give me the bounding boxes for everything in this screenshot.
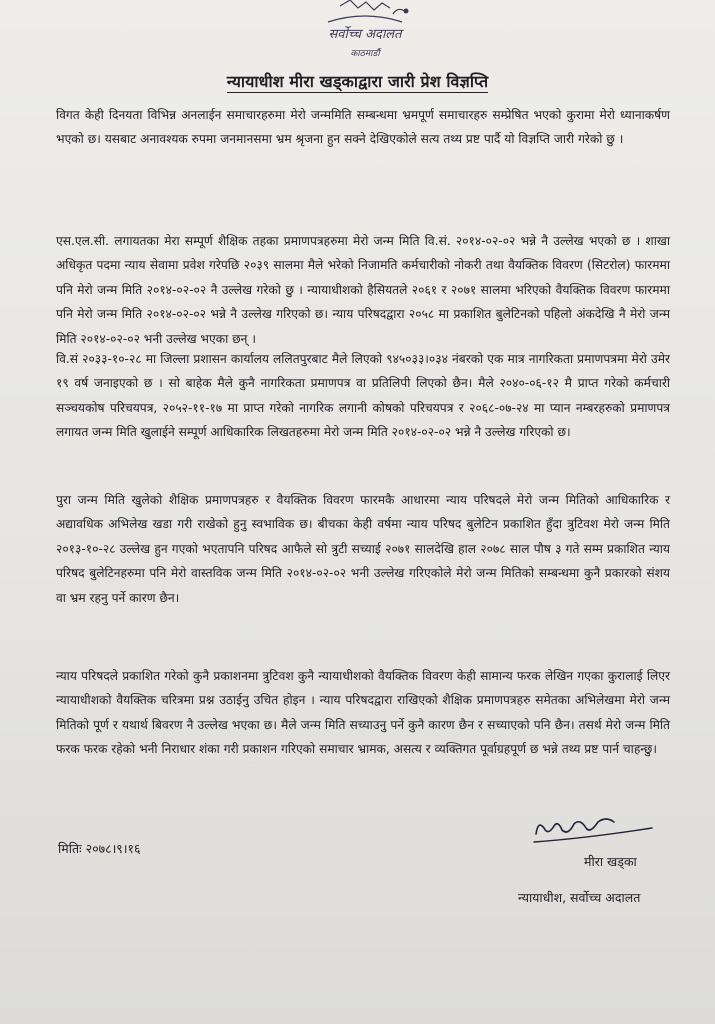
supreme-court-seal [270, 0, 460, 62]
signer-title: न्यायाधीश, सर्वोच्च अदालत [518, 890, 641, 905]
seal-emblem-icon [270, 0, 460, 62]
document-title-text: न्यायाधीश मीरा खड्काद्वारा जारी प्रेश विज्ञप्ति [226, 72, 489, 91]
date-line: मितिः २०७८।९।१६ [58, 841, 141, 856]
paragraph-2: एस.एल.सी. लगायतका मेरा सम्पूर्ण शैक्षिक तहका प्रमाणपत्रहरुमा मेरो जन्म मिति वि.सं. २०१४-०२-०२ भन्ने नै उल्लेख भएको छ । शाखा अधिकृत पदमा न्याय सेवामा प्रवेश गरेपछि २०३९ सालमा मैले भरेको निजामति कर्मचारीको नोकरी तथा वैयक्तिक विवरण (सिटरोल) फारममा पनि मेरो जन्म मिति २०१४-०२-०२ नै उल्लेख गरेको छु । न्यायाधीशको हैसियतले २०६१ र २०७१ सालमा भरिएको वैयक्तिक विवरण फारममा पनि मेरो जन्म मिति २०१४-०२-०२ भन्ने नै उल्लेख गरिएको छ। न्याय परिषदद्वारा २०५८ मा प्रकाशित बुलेटिनको पहिलो अंकदेखि नै मेरो जन्म मिति २०१४-०२-०२ भनी उल्लेख भएका छन् । [56, 234, 670, 346]
paragraph-1: विगत केही दिनयता विभिन्न अनलाईन समाचारहरुमा मेरो जन्ममिति सम्बन्धमा भ्रमपूर्ण समाचारहरु सम्प्रेषित भएको कुरामा मेरो ध्यानाकर्षण भएको छ। यसबाट अनावश्यक रुपमा जनमानसमा भ्रम श्रृजना हुन सक्ने देखिएकोले सत्य तथ्य प्रष्ट पार्दै यो विज्ञप्ति जारी गरेको छु । [56, 108, 670, 147]
seal-text-top: सर्वोच्च अदालत [328, 27, 402, 42]
paragraph-5: न्याय परिषदले प्रकाशित गरेको कुनै प्रकाशनमा त्रुटिवश कुनै न्यायाधीशको वैयक्तिक विवरण केही सामान्य फरक लेखिन गएका कुरालाई लिएर न्यायाधीशको वैयक्तिक चरित्रमा प्रश्न उठाईनु उचित होइन । न्याय परिषदद्वारा राखिएको शैक्षिक प्रमाणपत्रहरु समेतका अभिलेखमा मेरो जन्म मितिको पूर्ण र यथार्थ बिवरण नै उल्लेख भएका छ। मैले जन्म मिति सच्याउनु पर्ने कुनै कारण छैन र सच्याएको पनि छैन। तसर्थ मेरो जन्म मिति फरक फरक रहेको भनी निराधार शंका गरी प्रकाशन गरिएको समाचार भ्रामक, असत्य र व्यक्तिगत पूर्वाग्रहपूर्ण छ भन्ने तथ्य प्रष्ट पार्न चाहन्छु। [56, 669, 670, 757]
signature [528, 808, 658, 848]
document-title [0, 70, 715, 92]
signer-name: मीरा खड्का [584, 854, 637, 869]
seal-text-bottom: काठमाडौं [350, 49, 380, 59]
paragraph-4: पुरा जन्म मिति खुलेको शैक्षिक प्रमाणपत्रहरु र वैयक्तिक विवरण फारमकै आधारमा न्याय परिषदले मेरो जन्म मितिको आधिकारिक र अद्यावधिक अभिलेख खडा गरी राखेको हुनु स्वभाविक छ। बीचका केही वर्षमा न्याय परिषद बुलेटिन प्रकाशित हुँदा त्रुटिवश मेरो जन्म मिति २०१३-१०-२८ उल्लेख हुन गएको भएतापनि परिषद आफैले सो त्रुटी सच्याई २०७१ सालदेखि हाल २०७८ साल पौष ३ गते सम्म प्रकाशित न्याय परिषद बुलेटिनहरुमा पनि मेरो वास्तविक जन्म मिति २०१४-०२-०२ भनी उल्लेख गरिएकोले मेरो जन्म मितिको सम्बन्धमा कुनै प्रकारको संशय वा भ्रम रहनु पर्ने कारण छैन। [56, 493, 670, 605]
paragraph-3: वि.सं २०३३-१०-२८ मा जिल्ला प्रशासन कार्यालय ललितपुरबाट मैले लिएको ९४५०३३।०३४ नंबरको एक मात्र नागरिकता प्रमाणपत्रमा मेरो उमेर १९ वर्ष जनाइएको छ । सो बाहेक मैले कुनै नागरिकता प्रमाणपत्र वा प्रतिलिपी लिएको छैन। मैले २०४०-०६-१२ मै प्राप्त गरेको कर्मचारी सञ्चयकोष परिचयपत्र, २०५२-११-१७ मा प्राप्त गरेको नागरिक लगानी कोषको परिचयपत्र र २०६८-०७-२४ मा प्यान नम्बरहरुको प्रमाणपत्र लगायत जन्म मिति खुलाईने सम्पूर्ण आधिकारिक लिखतहरुमा मेरो जन्म मिति २०१४-०२-०२ भन्ने नै उल्लेख गरिएको छ। [56, 352, 670, 440]
